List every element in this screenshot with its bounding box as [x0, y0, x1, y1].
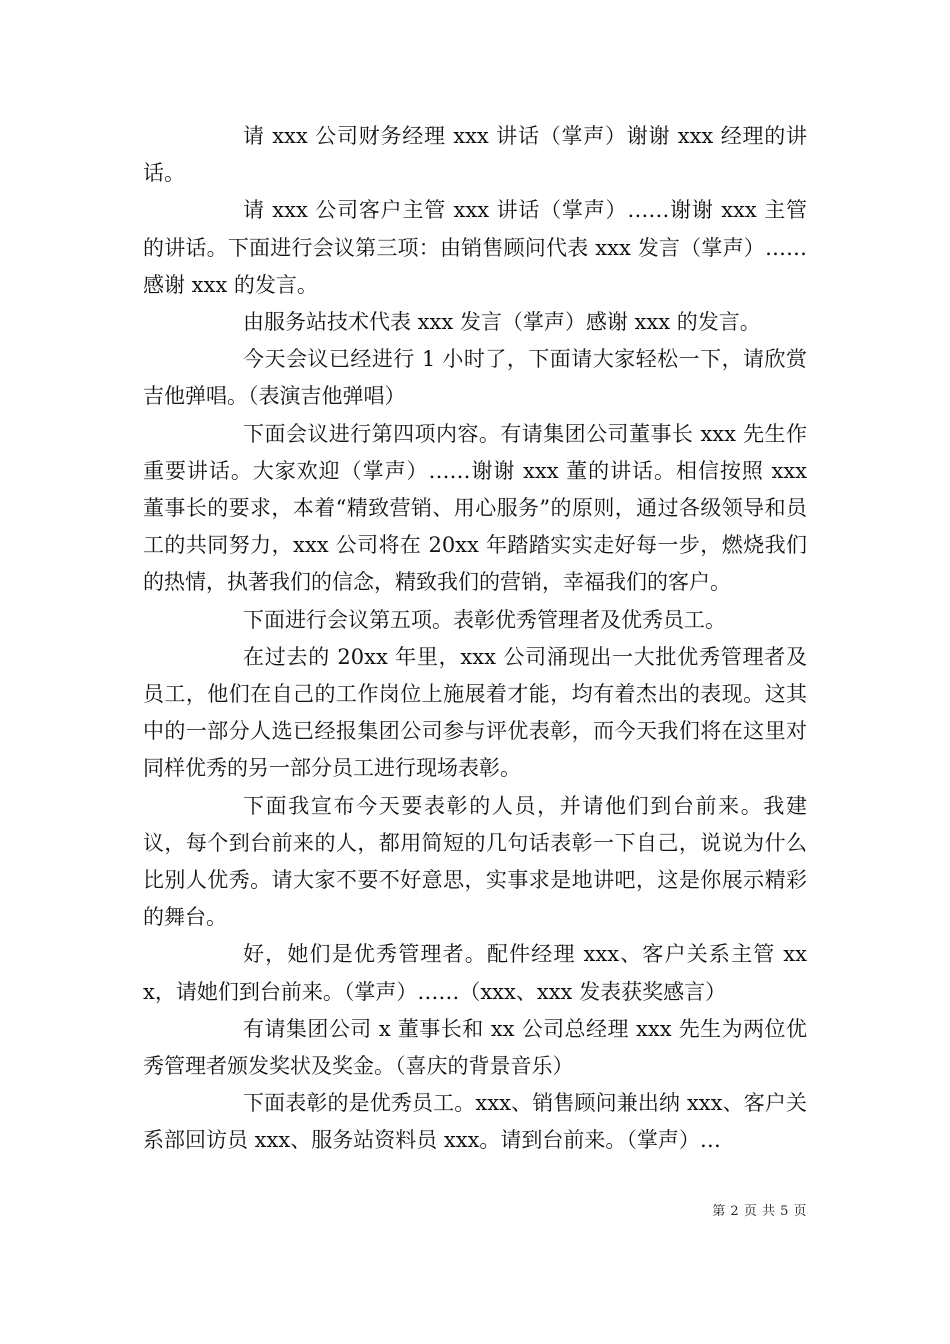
paragraph: 下面表彰的是优秀员工。xxx、销售顾问兼出纳 xxx、客户关系部回访员 xxx、服务站资料员 xxx。请到台前来。（掌声）…: [143, 1091, 807, 1153]
document-body: [143, 118, 807, 1160]
paragraph: 好，她们是优秀管理者。配件经理 xxx、客户关系主管 xxx，请她们到台前来。（掌声）……（xxx、xxx 发表获奖感言）: [143, 942, 807, 1004]
paragraph: 有请集团公司 x 董事长和 xx 公司总经理 xxx 先生为两位优秀管理者颁发奖状及奖金。（喜庆的背景音乐）: [143, 1016, 808, 1079]
paragraph: 请 xxx 公司财务经理 xxx 讲话（掌声）谢谢 xxx 经理的讲话。: [143, 124, 807, 186]
paragraph: 在过去的 20xx 年里，xxx 公司涌现出一大批优秀管理者及员工，他们在自己的工作岗位上施展着才能，均有着杰出的表现。这其中的一部分人选已经报集团公司参与评优表彰，而今天我们将在这里对同样优秀的另一部分员工进行现场表彰。: [143, 644, 807, 781]
page-number-footer: 第 2 页 共 5 页: [712, 1204, 807, 1219]
paragraph: 今天会议已经进行 1 小时了，下面请大家轻松一下，请欣赏吉他弹唱。（表演吉他弹唱）: [143, 347, 807, 409]
paragraph: 下面进行会议第五项。表彰优秀管理者及优秀员工。: [243, 607, 726, 632]
paragraph: 请 xxx 公司客户主管 xxx 讲话（掌声）……谢谢 xxx 主管的讲话。下面进行会议第三项：由销售顾问代表 xxx 发言（掌声）……感谢 xxx 的发言。: [143, 198, 807, 297]
paragraph: 下面我宣布今天要表彰的人员，并请他们到台前来。我建议，每个到台前来的人，都用简短的几句话表彰一下自己，说说为什么比别人优秀。请大家不要不好意思，实事求是地讲吧，这是你展示精彩的舞台。: [143, 793, 807, 930]
paragraph: 下面会议进行第四项内容。有请集团公司董事长 xxx 先生作重要讲话。大家欢迎（掌声）……谢谢 xxx 董的讲话。相信按照 xxx 董事长的要求，本着“精致营销、用心服务”的原则，通过各级领导和员工的共同努力，xxx 公司将在 20xx 年踏踏实实走好每一步，燃烧我们的热情，执著我们的信念，精致我们的营销，幸福我们的客户。: [143, 421, 807, 595]
paragraph: 由服务站技术代表 xxx 发言（掌声）感谢 xxx 的发言。: [243, 310, 761, 335]
